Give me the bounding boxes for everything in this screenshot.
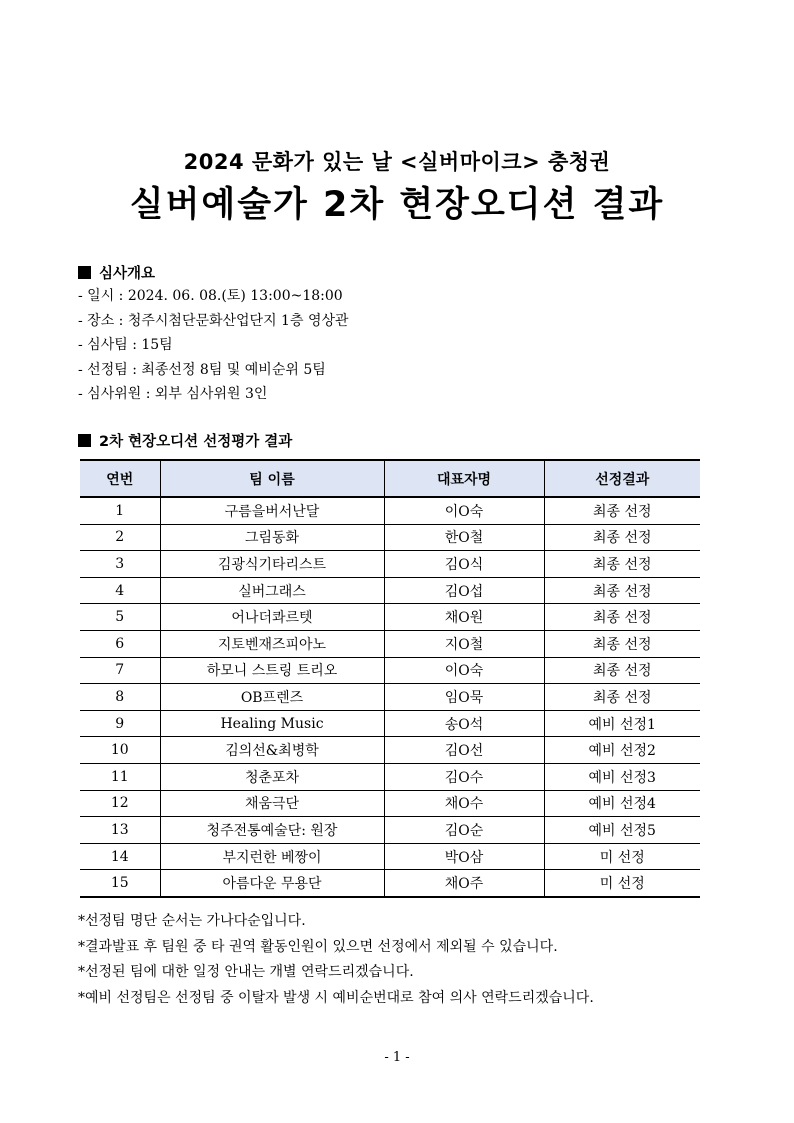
cell-number: 9	[80, 710, 160, 737]
cell-team-name: 청주전통예술단: 원장	[160, 817, 384, 844]
table-row	[80, 497, 700, 524]
cell-representative: 송O석	[384, 710, 544, 737]
cell-team-name: 구름을버서난달	[160, 497, 384, 524]
cell-representative: 김O수	[384, 763, 544, 790]
document-title: 실버예술가 2차 현장오디션 결과	[129, 185, 665, 225]
table-row	[80, 604, 700, 631]
cell-number: 2	[80, 524, 160, 551]
cell-number: 4	[80, 577, 160, 604]
cell-result: 예비 선정4	[544, 790, 700, 817]
table-row	[80, 684, 700, 711]
table-row	[80, 657, 700, 684]
cell-result: 예비 선정3	[544, 763, 700, 790]
cell-team-name: 하모니 스트링 트리오	[160, 657, 384, 684]
cell-representative: 채O원	[384, 604, 544, 631]
cell-result: 최종 선정	[544, 524, 700, 551]
cell-number: 12	[80, 790, 160, 817]
table-row	[80, 710, 700, 737]
cell-team-name: 어나더콰르텟	[160, 604, 384, 631]
section-heading-overview	[78, 262, 155, 283]
cell-number: 5	[80, 604, 160, 631]
cell-number: 13	[80, 817, 160, 844]
cell-team-name: Healing Music	[160, 710, 384, 737]
cell-number: 8	[80, 684, 160, 711]
cell-result: 예비 선정2	[544, 737, 700, 764]
cell-result: 미 선정	[544, 843, 700, 870]
cell-number: 6	[80, 630, 160, 657]
cell-representative: 박O삼	[384, 843, 544, 870]
table-row	[80, 870, 700, 897]
column-header-team: 팀 이름	[160, 460, 384, 497]
cell-result: 최종 선정	[544, 630, 700, 657]
cell-representative: 이O숙	[384, 497, 544, 524]
square-bullet-icon	[78, 434, 91, 447]
table-row	[80, 551, 700, 578]
table-row	[80, 524, 700, 551]
table-row	[80, 577, 700, 604]
cell-representative: 김O순	[384, 817, 544, 844]
cell-team-name: 김의선&최병학	[160, 737, 384, 764]
cell-number: 15	[80, 870, 160, 897]
cell-representative: 임O묵	[384, 684, 544, 711]
cell-team-name: 부지런한 베짱이	[160, 843, 384, 870]
cell-representative: 김O선	[384, 737, 544, 764]
overview-item: - 일시 : 2024. 06. 08.(토) 13:00~18:00	[78, 288, 343, 304]
cell-number: 3	[80, 551, 160, 578]
table-row	[80, 790, 700, 817]
cell-team-name: 지토벤재즈피아노	[160, 630, 384, 657]
cell-number: 14	[80, 843, 160, 870]
cell-representative: 이O숙	[384, 657, 544, 684]
document-subtitle: 2024 문화가 있는 날 <실버마이크> 충청권	[183, 150, 611, 174]
overview-list	[78, 284, 349, 407]
cell-team-name: OB프렌즈	[160, 684, 384, 711]
cell-representative: 채O주	[384, 870, 544, 897]
cell-team-name: 실버그래스	[160, 577, 384, 604]
cell-team-name: 그림동화	[160, 524, 384, 551]
note-line: *선정팀 명단 순서는 가나다순입니다.	[78, 913, 306, 929]
cell-team-name: 아름다운 무용단	[160, 870, 384, 897]
cell-result: 최종 선정	[544, 604, 700, 631]
cell-result: 최종 선정	[544, 577, 700, 604]
section-heading-results	[78, 430, 292, 451]
overview-item: - 선정팀 : 최종선정 8팀 및 예비순위 5팀	[78, 361, 326, 378]
cell-representative: 김O식	[384, 551, 544, 578]
page-number: - 1 -	[384, 1050, 410, 1065]
cell-result: 예비 선정5	[544, 817, 700, 844]
cell-number: 1	[80, 497, 160, 524]
column-header-number: 연번	[80, 460, 160, 497]
table-row	[80, 630, 700, 657]
cell-team-name: 청춘포차	[160, 763, 384, 790]
cell-number: 10	[80, 737, 160, 764]
cell-result: 예비 선정1	[544, 710, 700, 737]
table-row	[80, 843, 700, 870]
overview-item: - 심사위원 : 외부 심사위원 3인	[78, 386, 268, 402]
cell-result: 최종 선정	[544, 551, 700, 578]
note-line: *예비 선정팀은 선정팀 중 이탈자 발생 시 예비순번대로 참여 의사 연락드리겠습니다.	[78, 989, 594, 1006]
notes	[78, 909, 594, 1011]
square-bullet-icon	[78, 266, 91, 279]
table-row	[80, 763, 700, 790]
note-line: *선정된 팀에 대한 일정 안내는 개별 연락드리겠습니다.	[78, 964, 414, 980]
cell-team-name: 김광식기타리스트	[160, 551, 384, 578]
results-table	[80, 459, 700, 898]
note-line: *결과발표 후 팀원 중 타 권역 활동인원이 있으면 선정에서 제외될 수 있습니다.	[78, 938, 558, 955]
section-heading-text: 2차 현장오디션 선정평가 결과	[99, 434, 293, 450]
cell-result: 최종 선정	[544, 657, 700, 684]
section-heading-text: 심사개요	[99, 266, 156, 282]
overview-item: - 심사팀 : 15팀	[78, 337, 173, 353]
cell-representative: 김O섭	[384, 577, 544, 604]
cell-result: 최종 선정	[544, 684, 700, 711]
cell-representative: 지O철	[384, 630, 544, 657]
cell-representative: 채O수	[384, 790, 544, 817]
overview-item: - 장소 : 청주시첨단문화산업단지 1층 영상관	[78, 312, 349, 329]
cell-team-name: 채움극단	[160, 790, 384, 817]
table-row	[80, 737, 700, 764]
cell-number: 7	[80, 657, 160, 684]
cell-result: 최종 선정	[544, 497, 700, 524]
table-header-row	[80, 460, 700, 497]
column-header-representative: 대표자명	[384, 460, 544, 497]
table-row	[80, 817, 700, 844]
column-header-result: 선정결과	[544, 460, 700, 497]
cell-representative: 한O철	[384, 524, 544, 551]
cell-number: 11	[80, 763, 160, 790]
cell-result: 미 선정	[544, 870, 700, 897]
